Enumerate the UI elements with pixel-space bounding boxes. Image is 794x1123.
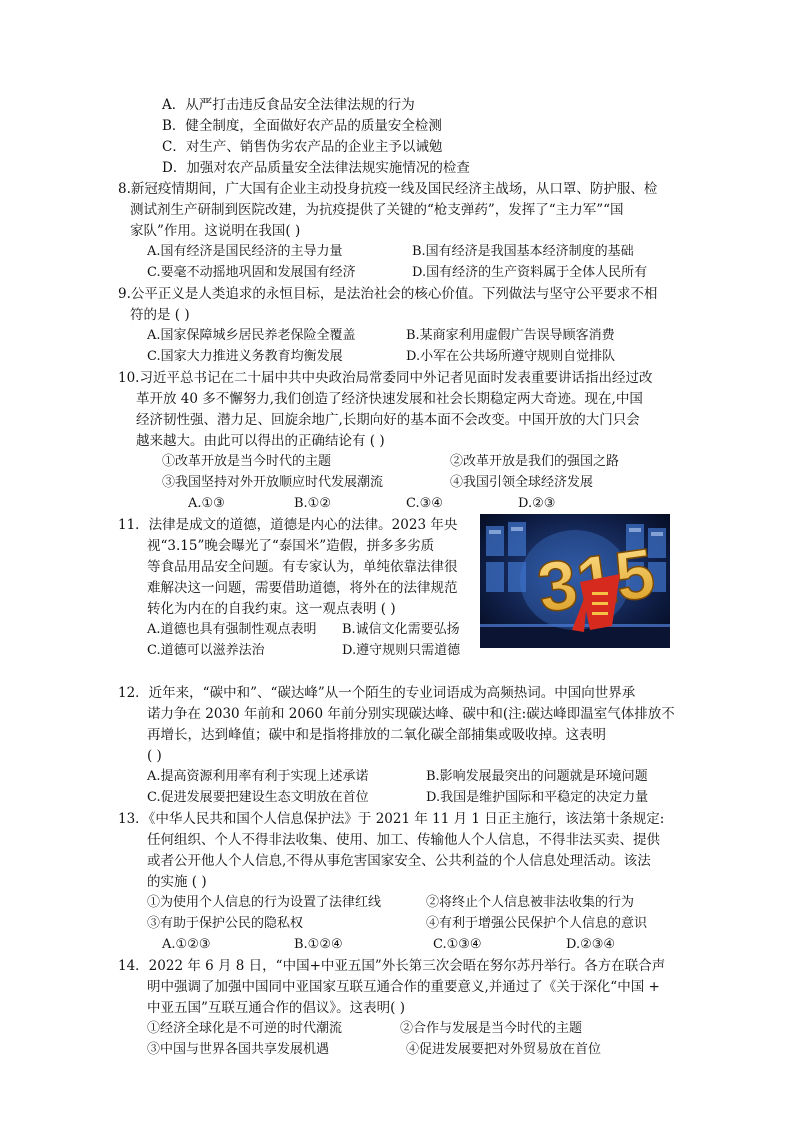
q11-option-a: A.道德也具有强制性观点表明 (147, 622, 317, 637)
q12-stem-line: 12．近年来，“碳中和”、“碳达峰”从一个陌生的专业词语成为高频热词。中国向世界承 (118, 685, 636, 701)
q10-item-4: ④我国引领全球经济发展 (450, 475, 594, 490)
315-gala-photo (480, 514, 670, 648)
q12-stem-line: 再增长，达到峰值；碳中和是指将排放的二氧化碳全部捕集或吸收掉。这表明 (147, 727, 606, 743)
q7-option-b: B．健全制度，全面做好农产品的质量安全检测 (162, 118, 442, 134)
q13-choice-d: D.②③④ (566, 937, 616, 952)
q10-item-2: ②改革开放是我们的强国之路 (450, 454, 620, 469)
q12-stem-line: ( ) (147, 748, 162, 764)
q11-stem-line: 11．法律是成文的道德，道德是内心的法律。2023 年央 (118, 517, 458, 533)
q14-item-4: ④促进发展要把对外贸易放在首位 (406, 1042, 602, 1057)
q10-item-3: ③我国坚持对外开放顺应时代发展潮流 (162, 475, 384, 490)
q10-choice-b: B.①② (294, 496, 331, 511)
q13-item-4: ④有利于增强公民保护个人信息的意识 (426, 916, 648, 931)
q12-option-b: B.影响发展最突出的问题就是环境问题 (426, 769, 648, 784)
q13-choice-b: B.①②④ (294, 937, 343, 952)
q10-stem-line: 经济韧性强、潜力足、回旋余地广,长期向好的基本面不会改变。中国开放的大门只会 (136, 412, 640, 428)
q8-option-a: A.国有经济是国民经济的主导力量 (147, 244, 343, 259)
q13-stem-line: 的实施 ( ) (147, 874, 207, 890)
q13-choice-a: A.①②③ (162, 937, 211, 952)
q11-option-b: B.诚信文化需要弘扬 (342, 622, 460, 637)
q13-stem-line: 或者公开他人个人信息,不得从事危害国家安全、公共利益的个人信息处理活动。该法 (147, 853, 651, 869)
q8-stem-line: 家队”作用。这说明在我国( ) (130, 223, 301, 239)
q8-option-b: B.国有经济是我国基本经济制度的基础 (412, 244, 634, 259)
q11-option-d: D.遵守规则只需道德 (342, 643, 461, 658)
q10-stem-line: 越来越大。由此可以得出的正确结论有 ( ) (136, 433, 385, 449)
q7-option-a: A．从严打击违反食品安全法律法规的行为 (162, 97, 415, 113)
q11-stem-line: 等食品用品安全问题。有专家认为，单纯依靠法律很 (147, 559, 458, 575)
q10-choice-d: D.②③ (518, 496, 556, 511)
q8-stem-line: 测试剂生产研制到医院改建，为抗疫提供了关键的“枪支弹药”，发挥了“主力军”“国 (130, 202, 624, 218)
q8-stem-line: 8.新冠疫情期间，广大国有企业主动投身抗疫一线及国民经济主战场，从口罩、防护服、检 (118, 181, 658, 197)
q12-option-c: C.促进发展要把建设生态文明放在首位 (147, 790, 369, 805)
q7-option-c: C．对生产、销售伪劣农产品的企业主予以诫勉 (162, 139, 443, 155)
q11-stem-line: 难解决这一问题，需要借助道德，将外在的法律规范 (147, 580, 458, 596)
q10-choice-a: A.①③ (188, 496, 225, 511)
q11-stem-line: 转化为内在的自我约束。这一观点表明 ( ) (147, 601, 396, 617)
q10-stem-line: 10.习近平总书记在二十届中共中央政治局常委同中外记者见面时发表重要讲话指出经过改 (118, 370, 653, 386)
q12-option-d: D.我国是维护国际和平稳定的决定力量 (426, 790, 649, 805)
q11-stem-line: 视“3.15”晚会曝光了“泰国米”造假，拼多多劣质 (147, 538, 435, 554)
q9-option-a: A.国家保障城乡居民养老保险全覆盖 (147, 328, 356, 343)
q9-option-d: D.小军在公共场所遵守规则自觉排队 (406, 349, 616, 364)
q14-stem-line: 14．2022 年 6 月 8 日，“中国+中亚五国”外长第三次会晤在努尔苏丹举行。各方在联合声 (118, 958, 666, 974)
q12-option-a: A.提高资源利用率有利于实现上述承诺 (147, 769, 369, 784)
q13-stem-line: 任何组织、个人不得非法收集、使用、加工、传输他人个人信息，不得非法买卖、提供 (147, 832, 660, 848)
q13-item-1: ①为使用个人信息的行为设置了法律红线 (147, 895, 382, 910)
q14-stem-line: 中亚五国”互联互通合作的倡议》。这表明( ) (147, 1000, 405, 1016)
q13-choice-c: C.①③④ (433, 937, 482, 952)
q11-option-c: C.道德可以滋养法治 (147, 643, 265, 658)
q10-stem-line: 革开放 40 多不懈努力,我们创造了经济快速发展和社会长期稳定两大奇迹。现在,中国 (136, 391, 643, 407)
q13-stem-line: 13．《中华人民共和国个人信息保护法》于 2021 年 11 月 1 日正主施行，该法第十条规定: (118, 811, 665, 827)
q10-choice-c: C.③④ (406, 496, 443, 511)
q9-option-b: B.某商家利用虚假广告误导顾客消费 (406, 328, 615, 343)
q14-item-1: ①经济全球化是不可逆的时代潮流 (147, 1021, 343, 1036)
q13-item-2: ②将终止个人信息被非法收集的行为 (426, 895, 635, 910)
q10-item-1: ①改革开放是当今时代的主题 (162, 454, 332, 469)
q9-stem-line: 符的是 ( ) (130, 307, 190, 323)
q7-option-d: D．加强对农产品质量安全法律法规实施情况的检查 (162, 160, 470, 176)
q13-item-3: ③有助于保护公民的隐私权 (147, 916, 304, 931)
q12-stem-line: 诺力争在 2030 年前和 2060 年前分别实现碳达峰、碳中和(注:碳达峰即温室气体排放不 (147, 706, 675, 722)
q14-stem-line: 明中强调了加强中国同中亚国家互联互通合作的重要意义,并通过了《关于深化“中国 + (147, 979, 660, 995)
q14-item-3: ③中国与世界各国共享发展机遇 (147, 1042, 330, 1057)
q14-item-2: ②合作与发展是当今时代的主题 (400, 1021, 583, 1036)
q8-option-d: D.国有经济的生产资料属于全体人民所有 (412, 265, 648, 280)
q9-option-c: C.国家大力推进义务教育均衡发展 (147, 349, 343, 364)
q9-stem-line: 9.公平正义是人类追求的永恒目标，是法治社会的核心价值。下列做法与坚守公平要求不相 (118, 286, 658, 302)
q8-option-c: C.要毫不动摇地巩固和发展国有经济 (147, 265, 356, 280)
